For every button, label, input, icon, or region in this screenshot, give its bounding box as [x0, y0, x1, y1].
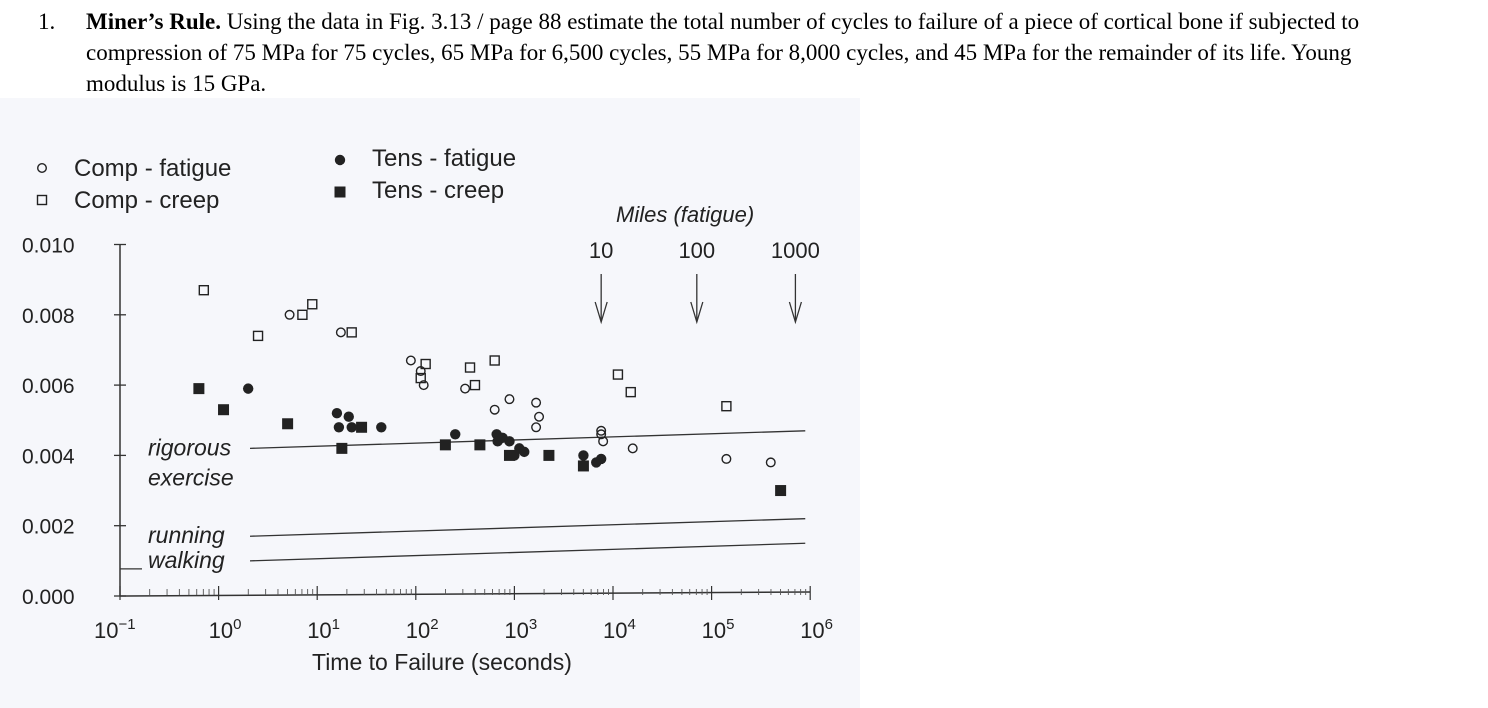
x-tick-label: $10^1$: [307, 616, 341, 643]
data-point: [285, 311, 294, 320]
legend-label: Comp - creep: [74, 187, 220, 214]
reference-line: [250, 519, 805, 537]
y-tick-label: 0.002: [22, 515, 75, 539]
problem-body: Using the data in Fig. 3.13 / page 88 estimate the total number of cycles to failure of a piece of cortical bone if subjected to compression of 75 MPa for 75 cycles, 65 MPa for 6,500 cycles, 55 MPa for 8,000 cycles, and 45 MPa for the remainder of its life. Young modulus is 15 GPa.: [86, 9, 1360, 96]
data-point: [450, 429, 460, 439]
data-point: [490, 405, 499, 414]
data-point: [535, 412, 544, 421]
data-point: [466, 363, 475, 372]
x-tick-label: $10^4$: [603, 616, 636, 643]
data-point: [470, 381, 479, 390]
miles-label: 100: [678, 238, 716, 263]
data-point: [766, 458, 775, 467]
data-point: [519, 447, 529, 457]
data-point: [578, 460, 589, 471]
data-point: [722, 402, 731, 411]
legend-marker: [335, 187, 346, 198]
data-point: [461, 384, 470, 393]
reference-line: [250, 431, 805, 449]
x-tick-label: $10^2$: [405, 616, 439, 643]
data-point: [193, 383, 204, 394]
data-point: [199, 286, 208, 295]
data-point: [775, 485, 786, 496]
problem-title: Miner’s Rule.: [86, 9, 221, 34]
data-point: [543, 450, 554, 461]
legend-label: Comp - fatigue: [74, 155, 232, 182]
data-point: [490, 356, 499, 365]
reference-label: rigorous: [148, 434, 232, 461]
data-point: [722, 455, 731, 464]
data-point: [504, 450, 515, 461]
legend-marker: [335, 155, 345, 165]
miles-title: Miles (fatigue): [616, 202, 755, 227]
x-axis-label: Time to Failure (seconds): [312, 649, 572, 675]
data-point: [243, 383, 253, 393]
data-point: [596, 454, 606, 464]
reference-line: [250, 543, 805, 561]
data-point: [376, 422, 386, 432]
data-point: [505, 395, 514, 404]
data-point: [532, 423, 541, 432]
problem-text: [86, 6, 1406, 99]
x-tick-label: $10^{-1}$: [94, 616, 136, 643]
x-tick-label: $10^5$: [701, 616, 735, 643]
data-point: [578, 450, 588, 460]
data-point: [504, 436, 514, 446]
data-point: [282, 418, 293, 429]
legend-label: Tens - fatigue: [372, 145, 517, 172]
legend-marker: [38, 164, 47, 173]
data-point: [532, 398, 541, 407]
data-point: [344, 412, 354, 422]
data-point: [613, 370, 622, 379]
data-point: [336, 443, 347, 454]
y-tick-label: 0.000: [22, 586, 75, 609]
data-point: [308, 300, 317, 309]
reference-label: exercise: [148, 464, 234, 491]
data-point: [356, 422, 367, 433]
data-point: [298, 310, 307, 319]
x-tick-label: $10^6$: [800, 616, 834, 643]
data-point: [474, 439, 485, 450]
figure: [0, 98, 860, 708]
reference-label: walking: [148, 546, 225, 573]
data-point: [218, 404, 229, 415]
y-tick-label: 0.006: [22, 375, 75, 399]
data-point: [407, 356, 416, 365]
fatigue-creep-chart: [0, 98, 860, 708]
data-point: [347, 422, 357, 432]
data-point: [254, 331, 263, 340]
legend-label: Tens - creep: [372, 177, 505, 204]
problem-number: 1.: [38, 9, 56, 34]
data-point: [332, 408, 342, 418]
data-point: [334, 422, 344, 432]
reference-label: running: [148, 522, 225, 549]
y-tick-label: 0.004: [22, 445, 75, 469]
data-point: [347, 328, 356, 337]
data-point: [626, 388, 635, 397]
data-point: [337, 328, 346, 337]
data-point: [440, 439, 451, 450]
x-tick-label: $10^0$: [208, 616, 242, 643]
y-tick-label: 0.008: [22, 304, 75, 328]
data-point: [628, 444, 637, 453]
miles-label: 10: [588, 238, 614, 263]
x-tick-label: $10^3$: [504, 616, 538, 643]
y-tick-label: 0.010: [22, 234, 75, 258]
legend-marker: [38, 196, 47, 205]
miles-label: 1000: [770, 238, 820, 263]
